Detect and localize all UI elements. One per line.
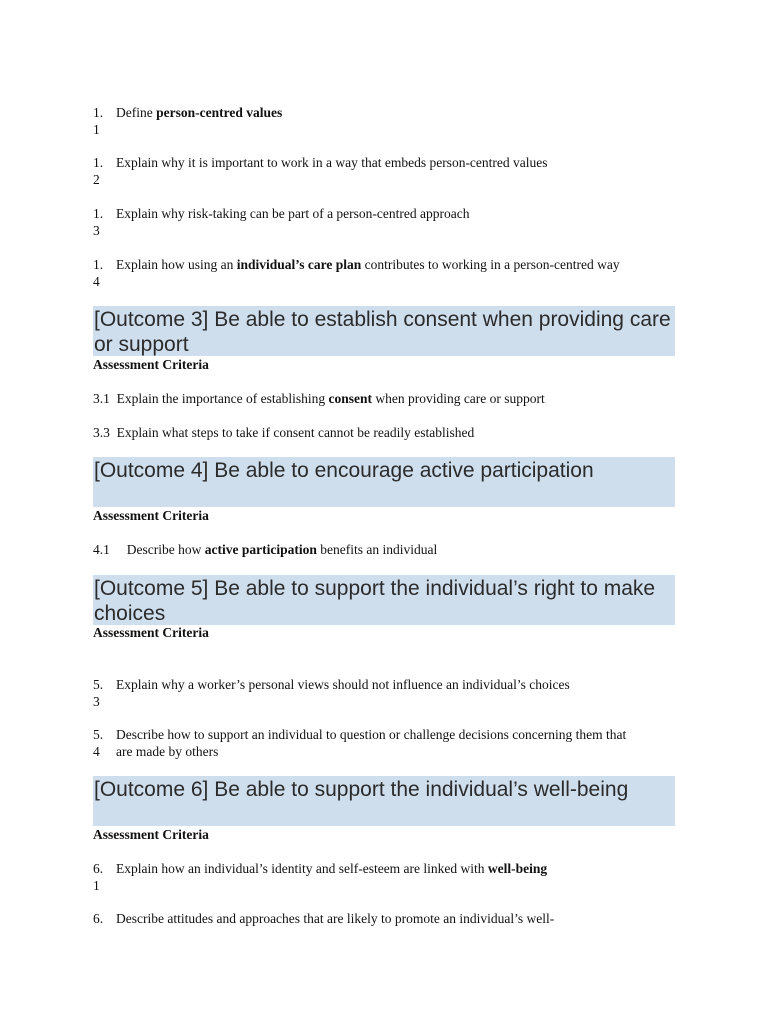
bold-term: person-centred values	[156, 105, 283, 120]
text-part: Define	[116, 105, 157, 120]
item-number: 5.	[93, 677, 104, 692]
item-subnumber: 4	[93, 274, 100, 289]
item-number: 4.1	[93, 542, 110, 557]
item-subnumber: 2	[93, 172, 100, 187]
bold-term: consent	[328, 391, 372, 406]
outcome-5-heading: [Outcome 5] Be able to support the individual’s right to make choices	[93, 575, 675, 625]
text-part: Explain how an individual’s identity and self-esteem are linked with	[116, 861, 488, 876]
criterion-item	[93, 676, 653, 710]
item-subnumber: 1	[93, 122, 100, 137]
text-part: Explain what steps to take if consent cannot be readily established	[116, 425, 475, 440]
bold-term: well-being	[487, 861, 548, 876]
criterion-item	[93, 390, 673, 407]
item-subnumber: 1	[93, 878, 100, 893]
item-text	[116, 205, 646, 222]
text-part: Explain why risk-taking can be part of a person-centred approach	[116, 206, 470, 221]
item-subnumber: 4	[93, 744, 100, 759]
item-number: 1.	[93, 257, 104, 272]
bold-term: active participation	[204, 542, 317, 557]
assessment-criteria-label: Assessment Criteria	[93, 625, 209, 640]
text-part: Explain how using an	[116, 257, 237, 272]
criterion-item	[93, 424, 673, 441]
criterion-item	[93, 205, 653, 239]
assessment-criteria-label: Assessment Criteria	[93, 357, 209, 372]
item-number: 6.	[93, 911, 104, 926]
item-number: 3.1	[93, 391, 110, 406]
criterion-item	[93, 256, 653, 290]
text-part: contributes to working in a person-centred way	[361, 257, 620, 272]
criterion-item	[93, 104, 653, 138]
text-part: Describe how	[126, 542, 205, 557]
item-subnumber: 3	[93, 694, 100, 709]
assessment-criteria-label: Assessment Criteria	[93, 827, 209, 842]
item-text	[116, 860, 646, 877]
item-text	[116, 154, 646, 171]
criterion-item	[93, 154, 653, 188]
outcome-4-heading: [Outcome 4] Be able to encourage active participation	[93, 457, 675, 507]
item-subnumber: 3	[93, 223, 100, 238]
text-part: when providing care or support	[371, 391, 545, 406]
item-text: Describe how to support an individual to question or challenge decisions concerning them that are made by others	[116, 727, 627, 759]
item-number: 1.	[93, 206, 104, 221]
item-number: 3.3	[93, 425, 110, 440]
criterion-item	[93, 726, 653, 760]
text-part: Explain why it is important to work in a way that embeds person-centred values	[116, 155, 548, 170]
item-text: Explain why a worker’s personal views should not influence an individual’s choices	[116, 677, 570, 692]
item-text: Describe attitudes and approaches that are likely to promote an individual’s well-	[116, 911, 555, 926]
assessment-criteria-label: Assessment Criteria	[93, 508, 209, 523]
outcome-3-heading: [Outcome 3] Be able to establish consent when providing care or support	[93, 306, 675, 356]
text-part: benefits an individual	[316, 542, 438, 557]
item-number: 1.	[93, 155, 104, 170]
item-text	[116, 104, 646, 121]
bold-term: individual’s care plan	[236, 257, 362, 272]
criterion-item	[93, 541, 673, 558]
outcome-6-heading: [Outcome 6] Be able to support the individual’s well-being	[93, 776, 675, 826]
item-number: 6.	[93, 861, 104, 876]
item-number: 5.	[93, 727, 104, 742]
item-number: 1.	[93, 105, 104, 120]
text-part: Explain the importance of establishing	[116, 391, 329, 406]
criterion-item	[93, 860, 653, 894]
item-text	[116, 256, 626, 273]
criterion-item	[93, 910, 653, 930]
